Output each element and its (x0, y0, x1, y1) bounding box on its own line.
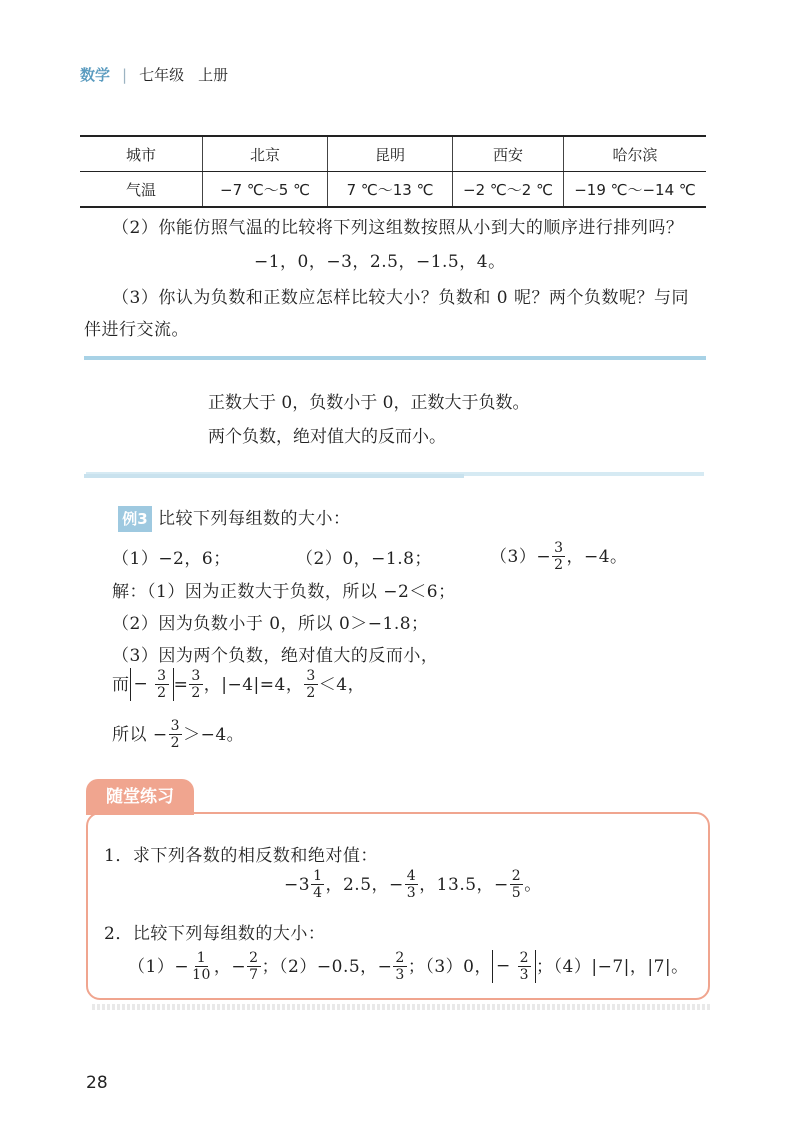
solution-4-minus: − (133, 674, 149, 694)
rule-box-underline (84, 474, 464, 478)
header-separator: | (122, 65, 128, 84)
fraction-denominator: 2 (191, 685, 201, 701)
fraction-denominator: 3 (395, 967, 405, 983)
solution-line-5 (112, 718, 244, 751)
table-row (80, 172, 706, 208)
fraction (552, 540, 565, 573)
practice-2-b: ；（2）−0.5，− (261, 956, 393, 977)
practice-question-1: 1．求下列各数的相反数和绝对值： (104, 846, 378, 866)
absolute-value (130, 668, 174, 701)
practice-1-a: −3 (284, 874, 311, 895)
example-part-3-suffix: ，−4。 (566, 546, 628, 567)
practice-tab: 随堂练习 (86, 779, 194, 815)
solution-line-4 (112, 668, 365, 701)
fraction-denominator: 10 (192, 967, 211, 983)
solution-line-3: （3）因为两个负数，绝对值大的反而小， (112, 646, 439, 666)
solution-4-end: ＜4， (318, 674, 366, 695)
solution-5-prefix: 所以 − (112, 724, 168, 745)
question-3-line1: （3）你认为负数和正数应怎样比较大小？负数和 0 呢？两个负数呢？与同 (112, 288, 689, 308)
fraction-numerator: 3 (170, 718, 181, 734)
practice-1-end: 。 (524, 874, 542, 895)
fraction-numerator: 1 (196, 950, 207, 966)
table-cell: 昆明 (328, 136, 453, 172)
fraction (405, 868, 418, 901)
practice-question-1-numbers (284, 868, 542, 901)
solution-4-equals: = (173, 674, 189, 695)
rule-line-2: 两个负数，绝对值大的反而小。 (208, 427, 446, 447)
example-part-3 (490, 540, 628, 573)
question-3-line2: 伴进行交流。 (84, 320, 189, 340)
question-2-numbers: −1，0，−3，2.5，−1.5，4。 (254, 252, 506, 272)
page-number: 28 (86, 1073, 108, 1093)
example-badge: 例3 (118, 506, 152, 532)
fraction (155, 668, 168, 701)
fraction-denominator: 3 (406, 885, 417, 901)
fraction (518, 950, 531, 983)
fraction (169, 718, 182, 751)
table-cell: −19 ℃～−14 ℃ (564, 172, 707, 208)
rule-box (84, 356, 706, 472)
fraction-numerator: 4 (406, 868, 417, 884)
solution-line-2: （2）因为负数小于 0，所以 0＞−1.8； (112, 614, 429, 634)
table-cell: −7 ℃～5 ℃ (203, 172, 328, 208)
practice-question-2-items (128, 950, 689, 983)
fraction-numerator: 3 (554, 540, 564, 556)
example-part-1: （1）−2，6； (112, 549, 231, 569)
example-title: 比较下列每组数的大小： (158, 509, 351, 529)
practice-2-c: ；（3）0， (407, 956, 492, 977)
practice-2-a2: ，− (213, 956, 247, 977)
solution-4-middle: ，|−4|=4， (203, 674, 304, 695)
fraction-numerator: 2 (511, 868, 522, 884)
temperature-table (80, 135, 706, 208)
example-part-2: （2）0，−1.8； (296, 549, 432, 569)
fraction (190, 950, 213, 983)
table-cell: 哈尔滨 (564, 136, 707, 172)
practice-2-a: （1）− (128, 956, 190, 977)
running-header (80, 64, 228, 85)
fraction-numerator: 3 (157, 668, 167, 684)
header-grade: 七年级 (139, 66, 185, 84)
fraction-numerator: 1 (313, 868, 323, 884)
fraction (311, 868, 324, 901)
table-cell: 西安 (453, 136, 564, 172)
fraction-denominator: 2 (170, 735, 181, 751)
solution-4-prefix: 而 (112, 674, 130, 695)
table-cell: 7 ℃～13 ℃ (328, 172, 453, 208)
table-cell: −2 ℃～2 ℃ (453, 172, 564, 208)
fraction (393, 950, 406, 983)
fraction-numerator: 2 (519, 950, 530, 966)
practice-1-b: ，2.5，− (325, 874, 404, 895)
practice-2-d: ；（4）|−7|，|7|。 (536, 956, 689, 977)
fraction-denominator: 4 (313, 885, 323, 901)
table-cell: 北京 (203, 136, 328, 172)
fraction-denominator: 3 (519, 967, 530, 983)
fraction-numerator: 2 (249, 950, 259, 966)
fraction (304, 668, 317, 701)
practice-question-2: 2．比较下列每组数的大小： (104, 924, 326, 944)
solution-line-1: 解：（1）因为正数大于负数，所以 −2＜6； (112, 582, 456, 602)
fraction-numerator: 2 (395, 950, 405, 966)
absolute-value (492, 950, 536, 983)
fraction-numerator: 3 (306, 668, 316, 684)
fraction (189, 668, 202, 701)
header-term: 上册 (198, 66, 229, 84)
fraction (247, 950, 260, 983)
practice-2-c-minus: − (495, 956, 511, 976)
fraction-numerator: 3 (191, 668, 201, 684)
fraction (510, 868, 523, 901)
example-part-3-prefix: （3）− (490, 546, 552, 567)
fraction-denominator: 2 (157, 685, 167, 701)
table-header-row (80, 136, 706, 172)
rule-line-1: 正数大于 0，负数小于 0，正数大于负数。 (208, 393, 530, 413)
solution-5-end: ＞−4。 (183, 724, 245, 745)
fraction-denominator: 5 (511, 885, 522, 901)
practice-box-shadow (92, 1004, 712, 1010)
fraction-denominator: 7 (249, 967, 259, 983)
question-2: （2）你能仿照气温的比较将下列这组数按照从小到大的顺序进行排列吗？ (112, 218, 684, 238)
table-cell: 气温 (80, 172, 203, 208)
practice-1-c: ，13.5，− (419, 874, 509, 895)
fraction-denominator: 2 (554, 557, 564, 573)
fraction-denominator: 2 (306, 685, 316, 701)
header-subject: 数学 (80, 66, 111, 84)
table-cell: 城市 (80, 136, 203, 172)
